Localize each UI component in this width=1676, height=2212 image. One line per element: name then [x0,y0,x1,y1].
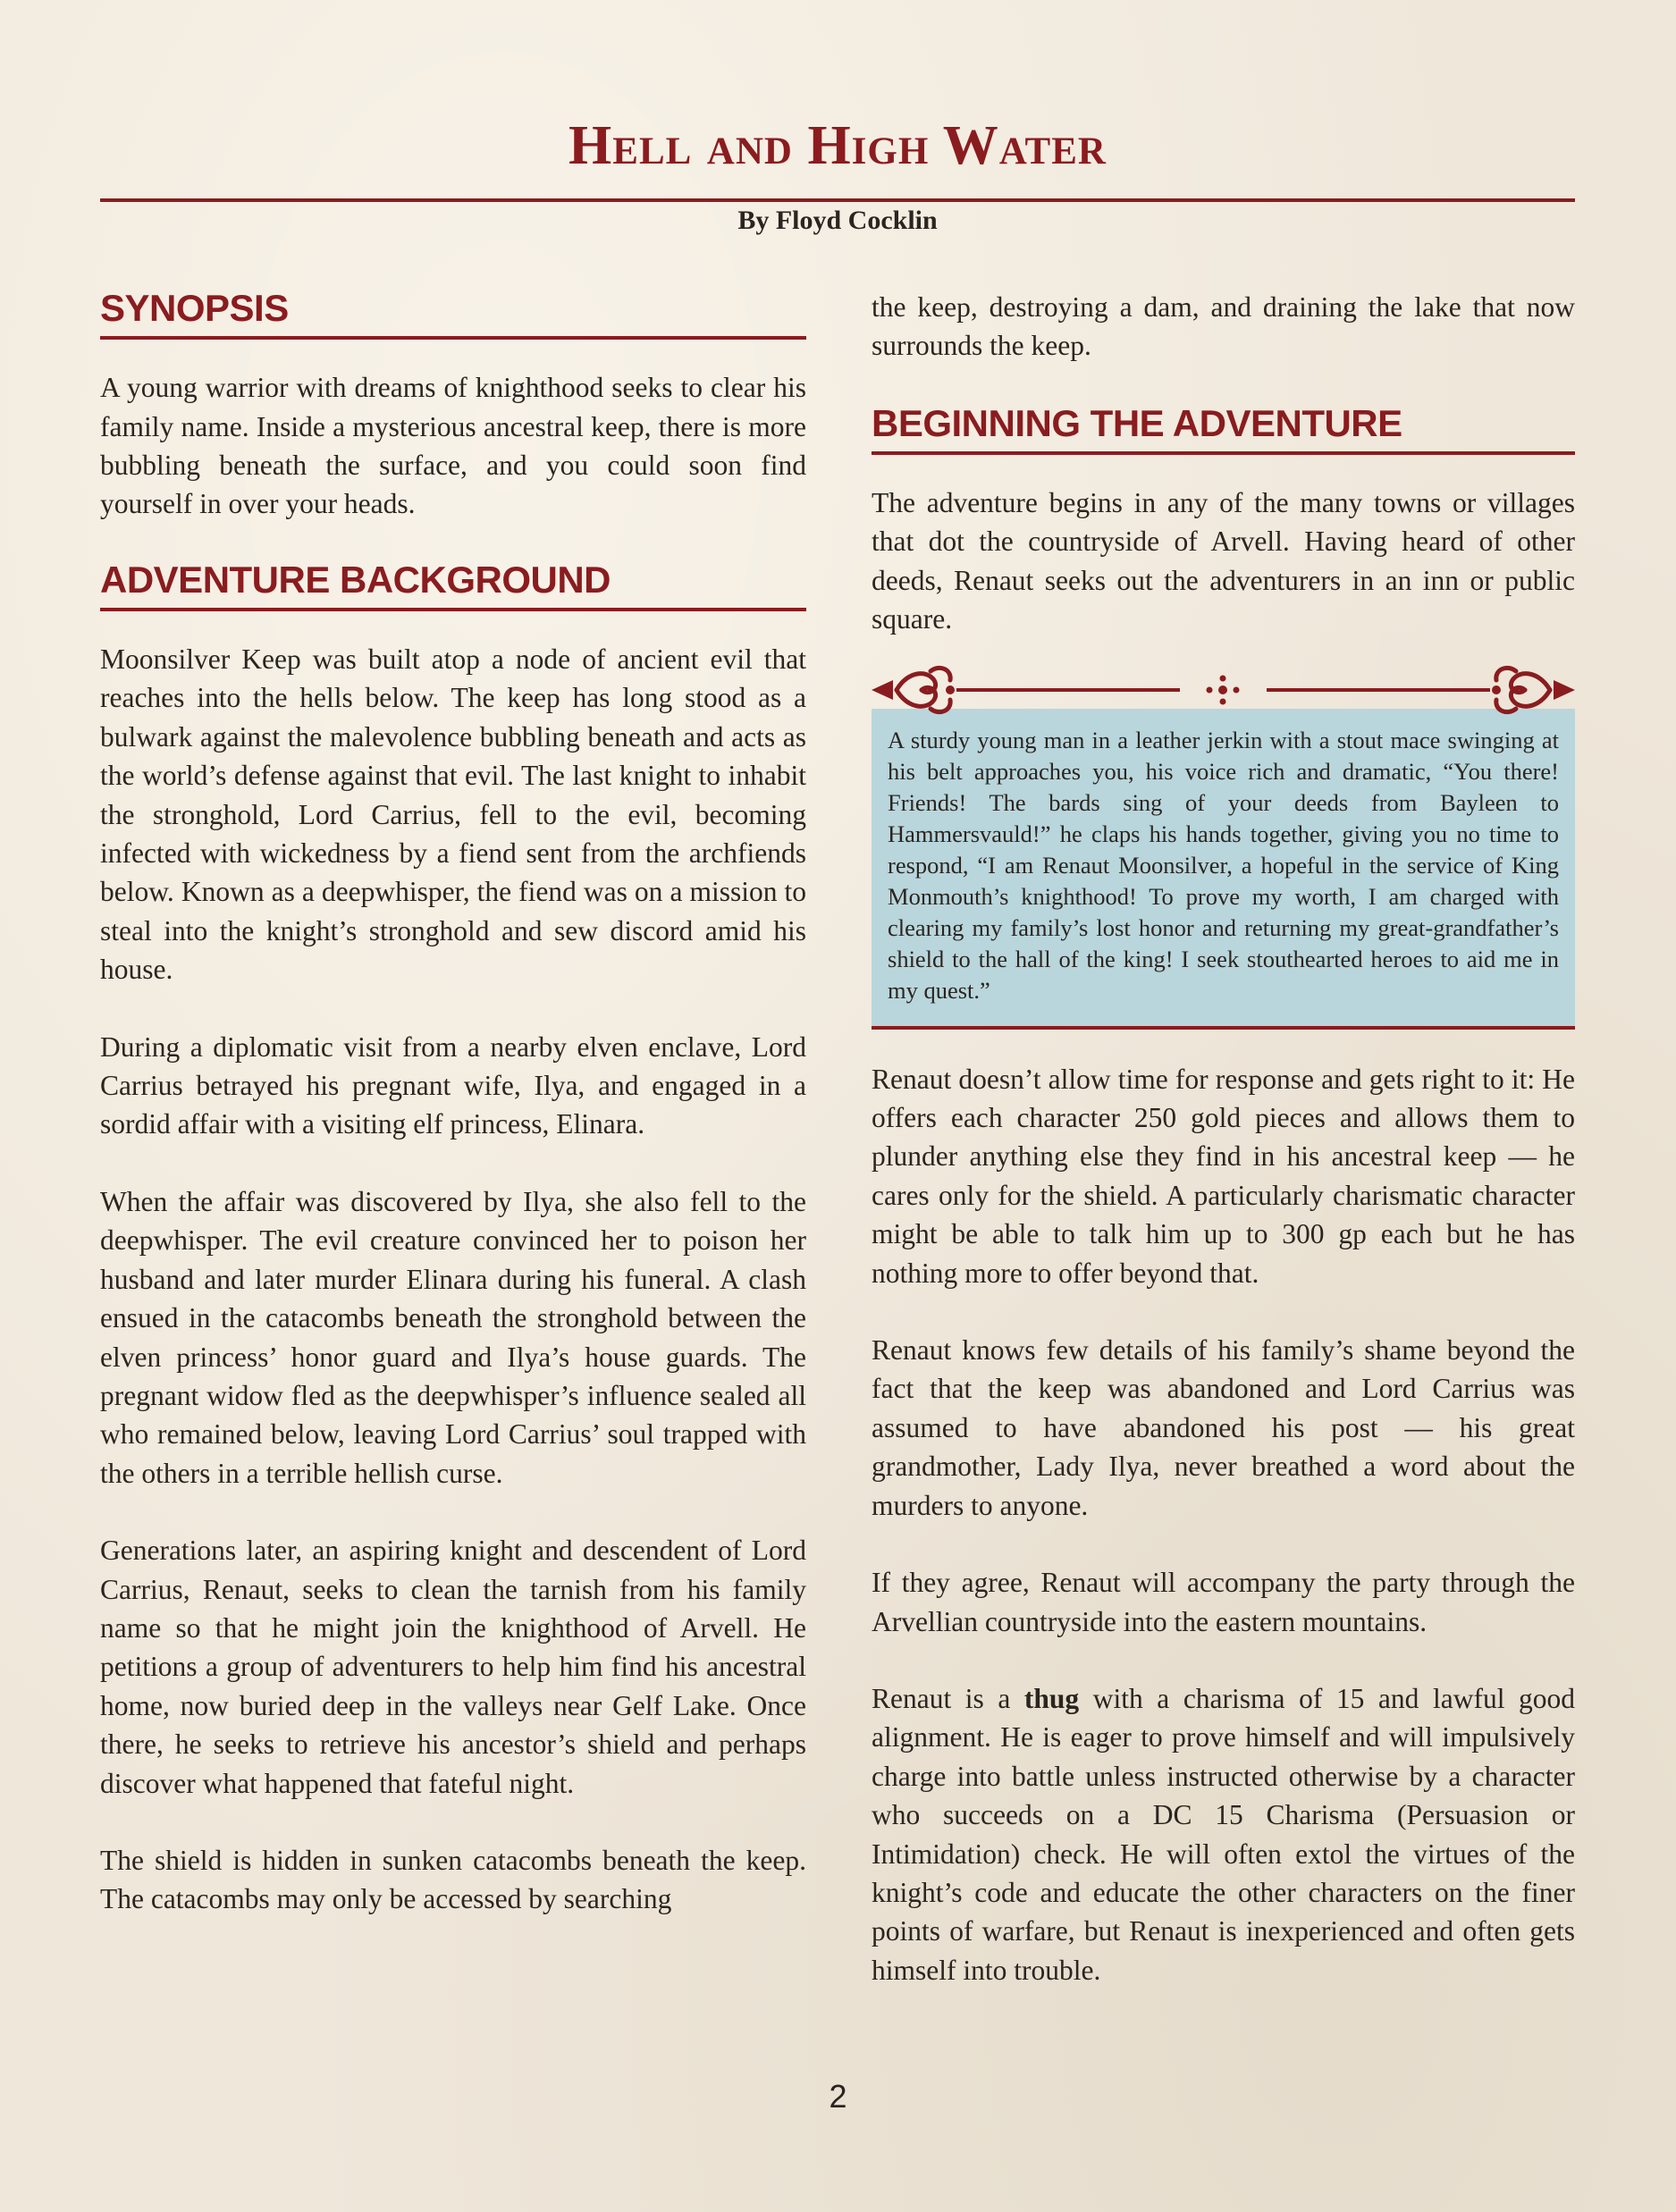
background-paragraph-2: During a diplomatic visit from a nearby elven enclave, Lord Carrius betrayed his pregnant wife, Ilya, and engaged in a sordid affair with a visiting elf princess, Elinara. [100,1030,806,1140]
beginning-adventure-heading: BEGINNING THE ADVENTURE [872,403,1575,455]
renaut-text-start: Renaut is a [872,1682,1024,1714]
continued-paragraph: the keep, destroying a dam, and draining the lake that now surrounds the keep. [872,291,1575,362]
read-aloud-panel [872,709,1575,1030]
right-column [872,288,1575,1989]
offer-paragraph: Renaut doesn’t allow time for response and gets right to it: He offers each character 250 gold pieces and allows them to plunder anything else they find in his ancestral keep — he cares only for the shield. A particularly charismatic character might be able to talk him up to 300 gp each but he has nothing more to offer beyond that. [872,1063,1575,1289]
thug-link: thug [1023,1682,1080,1714]
background-paragraph-3: When the affair was discovered by Ilya, she also fell to the deepwhisper. The evil creature convinced her to poison her husband and later murder Elinara during his funeral. A clash ensued in the catacombs beneath the stronghold between the elven princess’ honor guard and Ilya’s house guards. The pregnant widow fled as the deepwhisper’s influence sealed all who remained below, leaving Lord Carrius’ soul trapped with the others in a terrible hellish curse. [100,1185,806,1489]
background-paragraph-5: The shield is hidden in sunken catacombs beneath the keep. The catacombs may only be accessed by searching [100,1844,806,1915]
page-number: 2 [829,2078,847,2115]
synopsis-paragraph: A young warrior with dreams of knighthood seeks to clear his family name. Inside a mysterious ancestral keep, there is more bubbling beneath the surface, and you could soon find yourself in over your heads. [100,372,806,520]
renaut-stats-paragraph [872,1679,1575,1989]
adventure-background-heading: ADVENTURE BACKGROUND [100,559,806,611]
left-column [100,288,806,1919]
page-title: Hell and High Water [568,115,1107,176]
synopsis-heading: SYNOPSIS [100,288,806,340]
agree-paragraph: If they agree, Renaut will accompany the party through the Arvellian countryside into the eastern mountains. [872,1567,1575,1637]
beginning-paragraph-1: The adventure begins in any of the many towns or villages that dot the countryside of Arvell. Having heard of other deeds, Renaut seeks out the adventurers in an inn or public square. [872,487,1575,635]
read-aloud-text: A sturdy young man in a leather jerkin with a stout mace swinging at his belt approaches you, his voice rich and dramatic, “You there! Friends! The bards sing of your deeds from Bayleen to Hammersvauld!” he claps his hands together, giving you no time to respond, “I am Renaut Moonsilver, a hopeful in the service of King Monmouth’s knighthood! To prove my worth, I am charged with clearing my family’s lost honor and returning my great-grandfather’s shield to the hall of the king! I seek stouthearted heroes to aid me in my quest.” [888,726,1559,1004]
read-aloud-box [872,660,1575,1030]
author-byline: By Floyd Cocklin [737,206,938,235]
background-paragraph-1: Moonsilver Keep was built atop a node of ancient evil that reaches into the hells below. The keep has long stood as a bulwark against the malevolence bubbling beneath and acts as the world’s defense against that evil. The last knight to inhabit the stronghold, Lord Carrius, fell to the evil, becoming infected with wickedness by a fiend sent from the archfiends below. Known as a deepwhisper, the fiend was on a mission to steal into the knight’s stronghold and sew discord amid his house. [100,643,806,986]
renaut-text-end: with a charisma of 15 and lawful good alignment. He is eager to prove himself and will impulsively charge into battle unless instructed otherwise by a character who succeeds on a DC 15 Charisma (Persuasion or Intimidation) check. He will often extol the virtues of the knight’s code and educate the other characters on the finer points of warfare, but Renaut is inexperienced and often gets himself into trouble. [872,1682,1575,1986]
title-divider [100,198,1575,202]
background-paragraph-4: Generations later, an aspiring knight and descendent of Lord Carrius, Renaut, seeks to clean the tarnish from his family name so that he might join the knighthood of Arvell. He petitions a group of adventurers to help him find his ancestral home, now buried deep in the valleys near Gelf Lake. Once there, he seeks to retrieve his ancestor’s shield and perhaps discover what happened that fateful night. [100,1535,806,1799]
family-shame-paragraph: Renaut knows few details of his family’s shame beyond the fact that the keep was abandoned and Lord Carrius was assumed to have abandoned his post — his great grandmother, Lady Ilya, never breathed a word about the murders to anyone. [872,1334,1575,1521]
